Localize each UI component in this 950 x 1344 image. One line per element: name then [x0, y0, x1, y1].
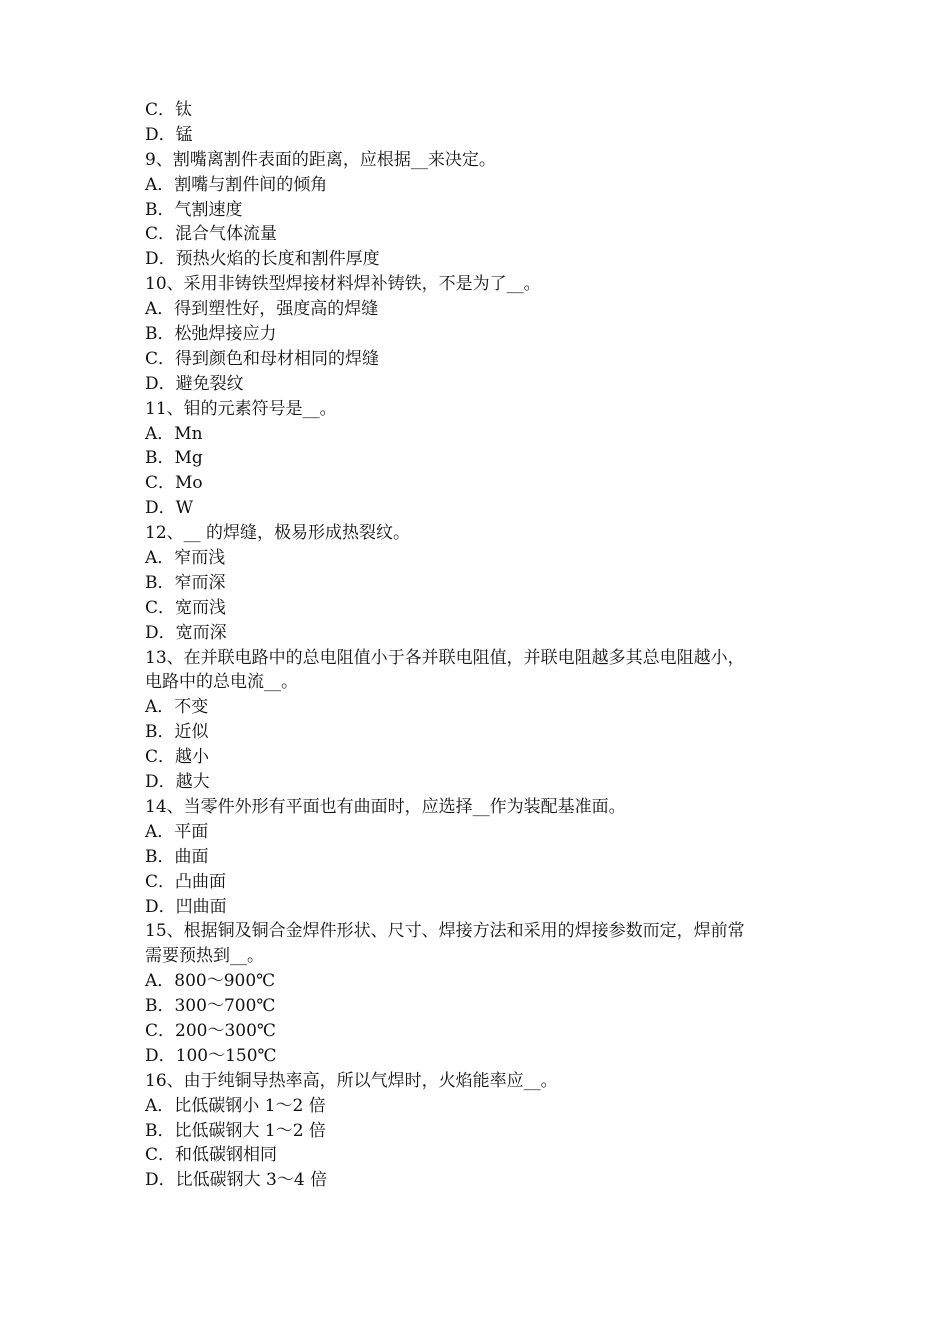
option-line: D．凹曲面 — [145, 896, 227, 917]
option-line: C．凸曲面 — [145, 871, 227, 892]
option-line: B．近似 — [145, 722, 209, 743]
option-line: C．宽而浅 — [145, 597, 227, 618]
option-line: C．混合气体流量 — [145, 224, 278, 245]
option-line: B．气割速度 — [145, 199, 243, 220]
option-line: C．200～300℃ — [145, 1020, 276, 1041]
question-line: 9、割嘴离割件表面的距离，应根据__来决定。 — [145, 149, 496, 170]
option-line: D．越大 — [145, 772, 210, 793]
option-line: C．越小 — [145, 747, 210, 768]
option-line: D．比低碳钢大 3～4 倍 — [145, 1170, 328, 1191]
option-line: D．预热火焰的长度和割件厚度 — [145, 249, 380, 270]
option-line: A．平面 — [145, 821, 209, 842]
option-line: A．不变 — [145, 697, 209, 718]
option-line: A．得到塑性好，强度高的焊缝 — [145, 299, 379, 320]
option-line: C．钛 — [145, 100, 193, 120]
option-line: D．W — [145, 498, 194, 519]
option-line: B．松弛焊接应力 — [145, 324, 277, 345]
question-line-continued: 需要预热到__。 — [145, 946, 264, 967]
option-line: A．割嘴与割件间的倾角 — [145, 174, 328, 195]
option-line: A．比低碳钢小 1～2 倍 — [145, 1095, 326, 1116]
option-line: B．Mg — [145, 448, 203, 469]
option-line: B．300～700℃ — [145, 996, 276, 1017]
option-line: D．锰 — [145, 124, 193, 145]
question-line-continued: 电路中的总电流__。 — [145, 672, 298, 693]
option-line: D．避免裂纹 — [145, 373, 244, 394]
question-line: 16、由于纯铜导热率高，所以气焊时，火焰能率应__。 — [145, 1070, 558, 1091]
option-line: C．Mo — [145, 473, 203, 494]
question-line: 11、钼的元素符号是__。 — [145, 398, 337, 419]
option-line: A．窄而浅 — [145, 548, 226, 569]
document-body — [145, 98, 825, 1193]
option-line: D．宽而深 — [145, 622, 227, 643]
option-line: B．曲面 — [145, 846, 209, 867]
option-line: C．和低碳钢相同 — [145, 1145, 278, 1166]
question-line: 13、在并联电路中的总电阻值小于各并联电阻值，并联电阻越多其总电阻越小， — [145, 647, 745, 668]
question-line: 15、根据铜及铜合金焊件形状、尺寸、焊接方法和采用的焊接参数而定，焊前常 — [145, 921, 745, 942]
option-line: A．Mn — [145, 423, 203, 444]
option-line: C．得到颜色和母材相同的焊缝 — [145, 348, 380, 369]
question-line: 14、当零件外形有平面也有曲面时，应选择__作为装配基准面。 — [145, 796, 626, 817]
option-line: A．800～900℃ — [145, 971, 276, 992]
question-line: 10、采用非铸铁型焊接材料焊补铸铁，不是为了__。 — [145, 274, 541, 295]
option-line: B．窄而深 — [145, 572, 226, 593]
question-line: 12、__ 的焊缝，极易形成热裂纹。 — [145, 523, 411, 544]
option-line: B．比低碳钢大 1～2 倍 — [145, 1120, 326, 1141]
option-line: D．100～150℃ — [145, 1045, 277, 1066]
